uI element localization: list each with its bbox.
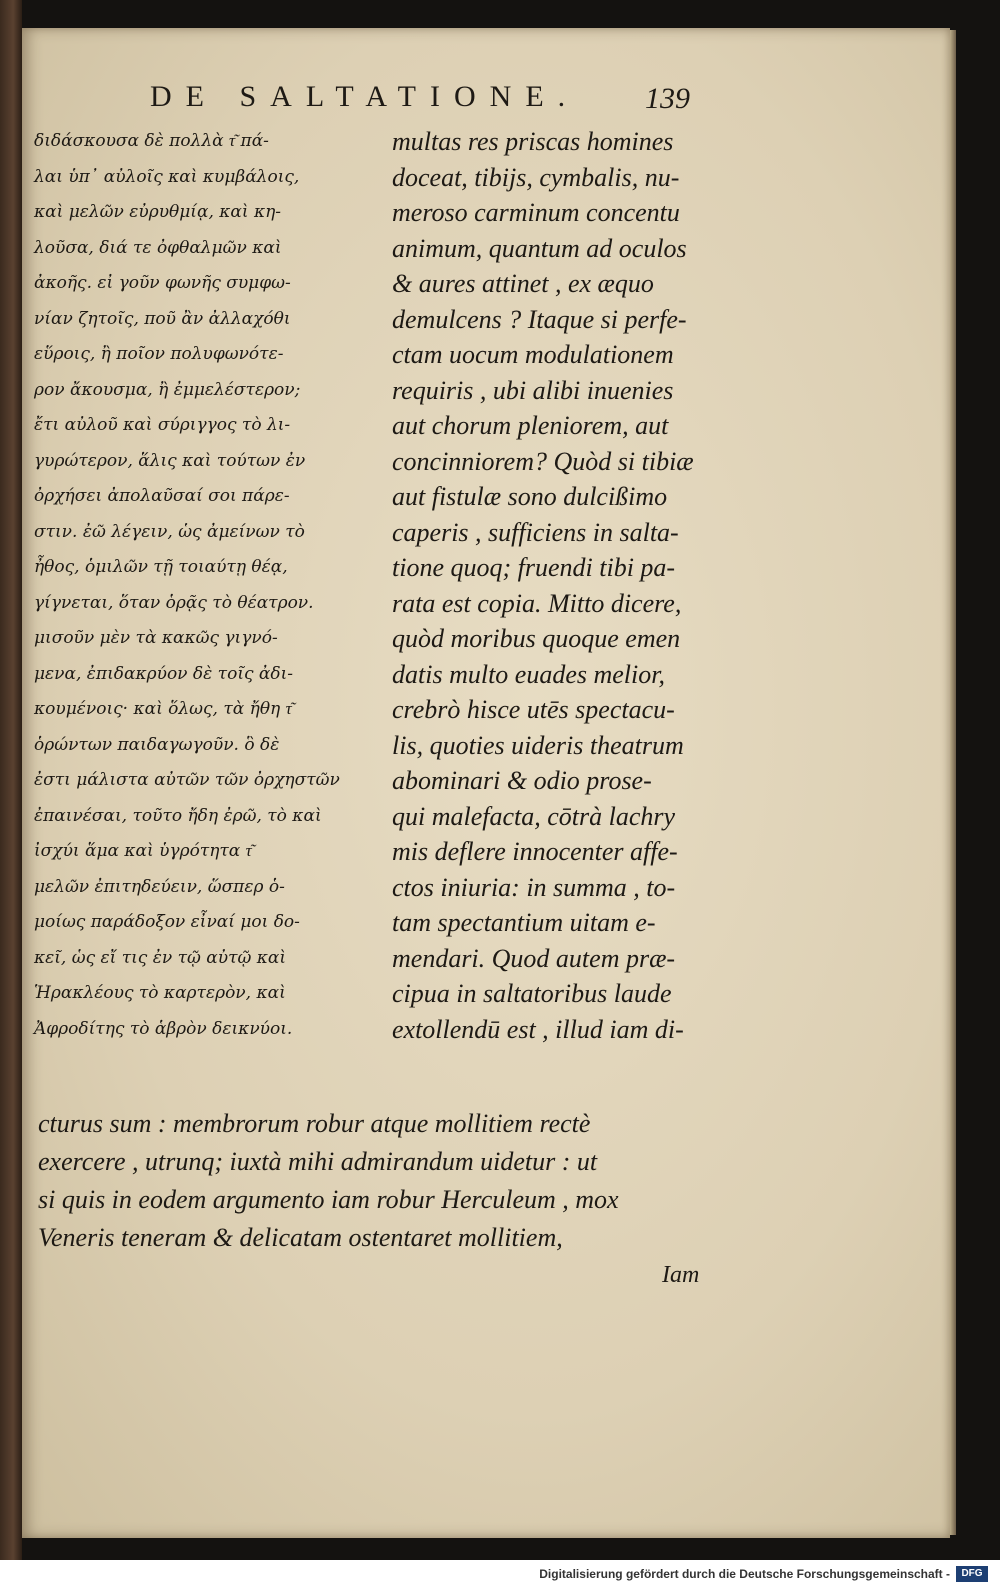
latin-text-line: aut fistulæ sono dulcißimo xyxy=(392,482,668,511)
greek-text-line: γυρώτερον, ἅλις καὶ τούτων ἐν xyxy=(34,450,306,471)
latin-text-line: cipua in saltatoribus laude xyxy=(392,979,672,1008)
greek-text-line: ἐστι μάλιστα αὐτῶν τῶν ὀρχηστῶν xyxy=(34,770,340,790)
latin-text-line: mendari. Quod autem præ- xyxy=(392,943,676,973)
greek-text-line: κουμένοις· καὶ ὅλως, τὰ ἤθη τ͂ xyxy=(34,699,292,719)
page-edge xyxy=(950,30,956,1535)
latin-text-line: demulcens ? Itaque si perfe- xyxy=(392,304,687,334)
latin-text-line: multas res priscas homines xyxy=(392,127,674,156)
greek-text-line: ἐπαινέσαι, τοῦτο ἤδη ἐρῶ, τὸ καὶ xyxy=(34,805,322,826)
latin-text-line: animum, quantum ad oculos xyxy=(392,233,687,263)
latin-text-line: tione quoq; fruendi tibi pa- xyxy=(392,553,676,582)
latin-text-line: concinniorem? Quòd si tibiæ xyxy=(392,446,694,476)
greek-text-line: καὶ μελῶν εὐρυθμίᾳ, καὶ κη- xyxy=(34,202,282,222)
greek-column xyxy=(34,124,374,1047)
greek-text-line: κεῖ, ὡς εἴ τις ἐν τῷ αὐτῷ καὶ xyxy=(34,947,287,968)
latin-text-line: Veneris teneram & delicatam ostentaret mollitiem, xyxy=(38,1223,563,1252)
latin-text-line: datis multo euades melior, xyxy=(392,659,665,689)
greek-text-line: γίγνεται, ὅταν ὁρᾷς τὸ θέατρον. xyxy=(34,592,314,613)
greek-text-line: ἰσχύι ἅμα καὶ ὑγρότητα τ͂ xyxy=(34,841,252,861)
latin-text-line: meroso carminum concentu xyxy=(392,198,680,227)
greek-text-line: ρον ἄκουσμα, ἢ ἐμμελέστερον; xyxy=(34,379,301,400)
latin-text-line: ctam uocum modulationem xyxy=(392,340,674,369)
dfg-logo: DFG xyxy=(956,1566,988,1582)
latin-text-line: si quis in eodem argumento iam robur Herculeum , mox xyxy=(38,1185,619,1214)
greek-text-line: στιν. ἐῶ λέγειν, ὡς ἀμείνων τὸ xyxy=(34,521,305,542)
latin-text-line: tam spectantium uitam e- xyxy=(392,908,656,937)
latin-text-line: rata est copia. Mitto dicere, xyxy=(392,588,682,618)
greek-text-line: ἦθος, ὁμιλῶν τῇ τοιαύτῃ θέᾳ, xyxy=(34,557,288,577)
greek-text-line: διδάσκουσα δὲ πολλὰ τ͂ πά- xyxy=(34,131,269,151)
greek-text-line: μενα, ἐπιδακρύον δὲ τοῖς ἀδι- xyxy=(34,663,294,684)
footer-bar xyxy=(0,1560,1000,1590)
greek-text-line: ὁρώντων παιδαγωγοῦν. ὃ δὲ xyxy=(34,734,280,755)
full-width-paragraph xyxy=(38,1105,718,1257)
book-spine xyxy=(0,0,22,1560)
greek-text-line: ἔτι αὐλοῦ καὶ σύριγγος τὸ λι- xyxy=(34,415,291,435)
page-number: 139 xyxy=(645,82,690,115)
greek-text-line: ὀρχήσει ἀπολαῦσαί σοι πάρε- xyxy=(34,486,290,506)
latin-text-line: ctos iniuria: in summa , to- xyxy=(392,872,676,902)
greek-text-line: νίαν ζητοῖς, ποῦ ἂν ἀλλαχόθι xyxy=(34,308,291,329)
catchword: Iam xyxy=(662,1262,700,1288)
greek-text-line: λοῦσα, διά τε ὀφθαλμῶν καὶ xyxy=(34,237,282,258)
latin-text-line: aut chorum pleniorem, aut xyxy=(392,411,669,440)
latin-text-line: abominari & odio prose- xyxy=(392,766,652,795)
latin-text-line: cturus sum : membrorum robur atque mollitiem rectè xyxy=(38,1109,591,1138)
greek-text-line: Ἡρακλέους τὸ καρτερὸν, καὶ xyxy=(34,983,286,1003)
running-head: DE SALTATIONE. xyxy=(150,80,580,113)
greek-text-line: μισοῦν μὲν τὰ κακῶς γιγνό- xyxy=(34,628,278,648)
latin-text-line: crebrò hisce utēs spectacu- xyxy=(392,695,675,724)
greek-text-line: Ἀφροδίτης τὸ ἁβρὸν δεικνύοι. xyxy=(34,1018,293,1039)
latin-text-line: doceat, tibijs, cymbalis, nu- xyxy=(392,162,680,192)
latin-column xyxy=(392,124,722,1047)
latin-text-line: exercere , utrunq; iuxtà mihi admirandum uidetur : ut xyxy=(38,1147,598,1176)
greek-text-line: λαι ὑπ᾽ αὐλοῖς καὶ κυμβάλοις, xyxy=(34,166,300,187)
greek-text-line: μοίως παράδοξον εἶναί μοι δο- xyxy=(34,912,300,932)
latin-text-line: & aures attinet , ex æquo xyxy=(392,269,654,298)
latin-text-line: lis, quoties uideris theatrum xyxy=(392,730,684,760)
latin-text-line: caperis , sufficiens in salta- xyxy=(392,517,679,547)
footer-credit: Digitalisierung gefördert durch die Deutsche Forschungsgemeinschaft - xyxy=(539,1567,950,1581)
greek-text-line: μελῶν ἐπιτηδεύειν, ὥσπερ ὁ- xyxy=(34,876,285,897)
greek-text-line: ἀκοῆς. εἰ γοῦν φωνῆς συμφω- xyxy=(34,273,291,293)
latin-text-line: requiris , ubi alibi inuenies xyxy=(392,375,674,405)
latin-text-line: mis deflere innocenter affe- xyxy=(392,837,678,866)
greek-text-line: εὕροις, ἢ ποῖον πολυφωνότε- xyxy=(34,344,284,364)
latin-text-line: quòd moribus quoque emen xyxy=(392,624,681,653)
latin-text-line: qui malefacta, cōtrà lachry xyxy=(392,801,676,831)
latin-text-line: extollendū est , illud iam di- xyxy=(392,1014,684,1044)
